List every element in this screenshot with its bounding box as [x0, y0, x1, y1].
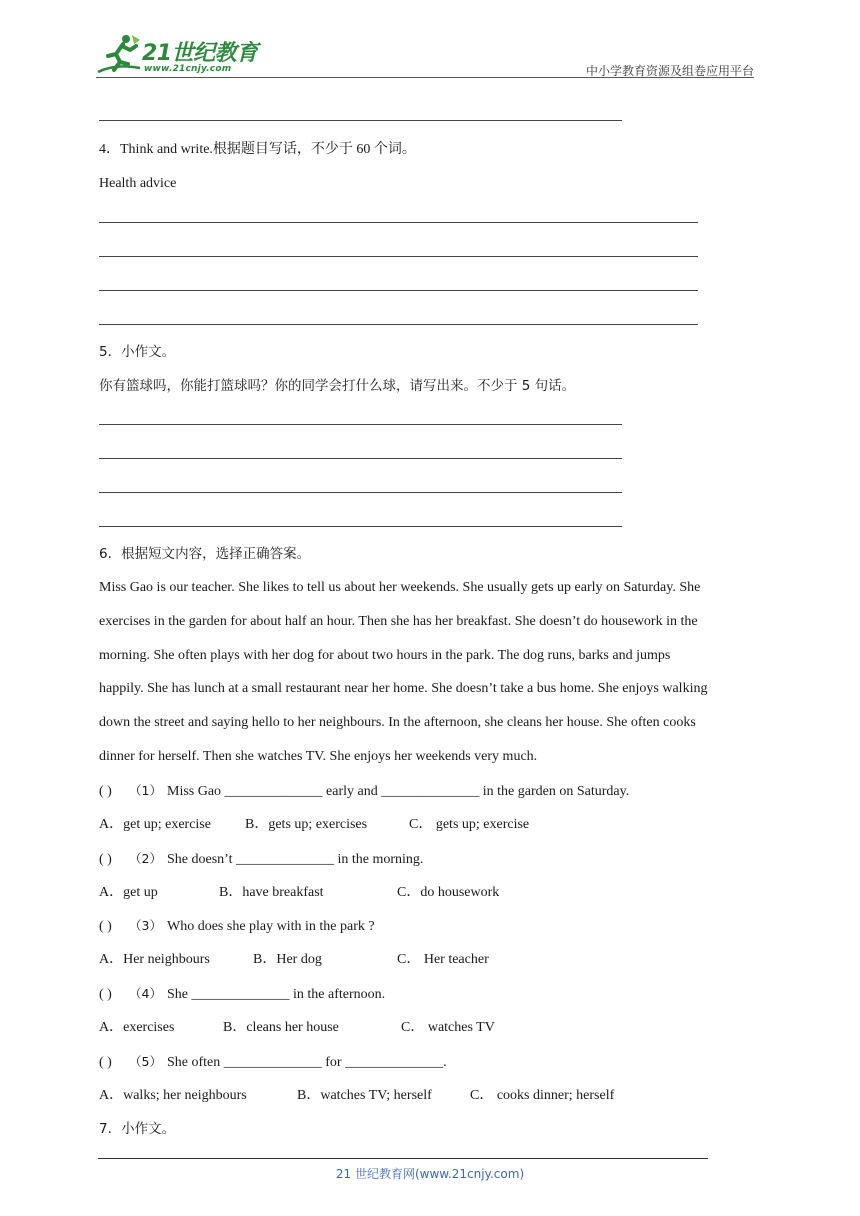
- answer-bracket[interactable]: ( ): [99, 1055, 112, 1070]
- question-number: （2）: [129, 851, 162, 866]
- question-text: She ______________ in the afternoon.: [167, 987, 386, 1002]
- answer-bracket[interactable]: ( ): [99, 852, 112, 867]
- option-c[interactable]: C． Her teacher: [397, 952, 489, 967]
- passage-line: down the street and saying hello to her neighbours. In the afternoon, she cleans her house. She often cooks: [99, 715, 696, 731]
- q5-title: 5．小作文。: [99, 344, 176, 360]
- question-text: She doesn’t ______________ in the morning.: [167, 852, 424, 867]
- option-b[interactable]: B．watches TV; herself: [297, 1088, 432, 1103]
- passage-line: dinner for herself. Then she watches TV. She enjoys her weekends very much.: [99, 748, 538, 764]
- option-b[interactable]: B．have breakfast: [219, 885, 324, 900]
- answer-line: [99, 290, 698, 291]
- site-logo: [96, 30, 266, 80]
- q5-prompt: 你有篮球吗，你能打篮球吗？你的同学会打什么球，请写出来。不少于 5 句话。: [99, 378, 576, 394]
- answer-line: [99, 324, 698, 325]
- question-text: She often ______________ for ______________.: [167, 1055, 447, 1070]
- option-a[interactable]: A．Her neighbours: [99, 952, 210, 967]
- footer-divider: [98, 1158, 708, 1159]
- question-number: （5）: [129, 1054, 162, 1069]
- page-header: [0, 0, 860, 80]
- option-c[interactable]: C．do housework: [397, 885, 500, 900]
- q4-topic: Health advice: [99, 176, 177, 191]
- passage-line: exercises in the garden for about half an hour. Then she has her breakfast. She doesn’t do housework in the: [99, 613, 698, 629]
- answer-line: [99, 492, 622, 493]
- question-4: [99, 985, 385, 1004]
- question-number: （4）: [129, 986, 162, 1001]
- option-a[interactable]: A．walks; her neighbours: [99, 1088, 247, 1103]
- question-1: [99, 782, 629, 801]
- option-a[interactable]: A．get up: [99, 885, 158, 900]
- passage-line: Miss Gao is our teacher. She likes to tell us about her weekends. She usually gets up early on Saturday. She: [99, 580, 701, 595]
- q6-title: 6．根据短文内容，选择正确答案。: [99, 546, 311, 562]
- option-a[interactable]: A．get up; exercise: [99, 817, 211, 832]
- footer-text[interactable]: 21 世纪教育网(www.21cnjy.com): [335, 1167, 525, 1181]
- passage-line: morning. She often plays with her dog for about two hours in the park. The dog runs, barks and jumps: [99, 647, 671, 663]
- answer-line: [99, 526, 622, 527]
- answer-bracket[interactable]: ( ): [99, 987, 112, 1002]
- answer-line: [99, 222, 698, 223]
- runner-logo-icon: [96, 32, 142, 76]
- question-number: （1）: [129, 783, 162, 798]
- header-divider: [96, 77, 754, 78]
- question-2: [99, 850, 423, 869]
- q4-title: 4．Think and write.根据题目写话，不少于 60 个词。: [99, 142, 416, 157]
- q6-passage: [99, 571, 763, 774]
- brand-url: www.21cnjy.com: [144, 64, 232, 74]
- question-text: Miss Gao ______________ early and ______________ in the garden on Saturday.: [167, 784, 630, 799]
- option-a[interactable]: A．exercises: [99, 1020, 175, 1035]
- brand-name: 21世纪教育: [142, 41, 258, 66]
- option-b[interactable]: B．cleans her house: [223, 1020, 339, 1035]
- question-text: Who does she play with in the park ?: [167, 919, 375, 934]
- answer-line: [99, 424, 622, 425]
- option-c[interactable]: C． watches TV: [401, 1020, 495, 1035]
- answer-bracket[interactable]: ( ): [99, 919, 112, 934]
- option-b[interactable]: B．gets up; exercises: [245, 817, 368, 832]
- answer-line: [99, 256, 698, 257]
- question-3: [99, 917, 375, 936]
- option-c[interactable]: C． cooks dinner; herself: [470, 1088, 615, 1103]
- question-number: （3）: [129, 918, 162, 933]
- passage-line: happily. She has lunch at a small restaurant near her home. She doesn’t take a bus home. She enjoys walking: [99, 681, 708, 697]
- option-b[interactable]: B．Her dog: [253, 952, 322, 967]
- q7-title: 7．小作文。: [99, 1121, 176, 1137]
- option-c[interactable]: C． gets up; exercise: [409, 817, 530, 832]
- answer-bracket[interactable]: ( ): [99, 784, 112, 799]
- question-5: [99, 1053, 447, 1072]
- answer-line: [99, 458, 622, 459]
- answer-line: [99, 120, 622, 121]
- header-tagline: 中小学教育资源及组卷应用平台: [585, 64, 754, 78]
